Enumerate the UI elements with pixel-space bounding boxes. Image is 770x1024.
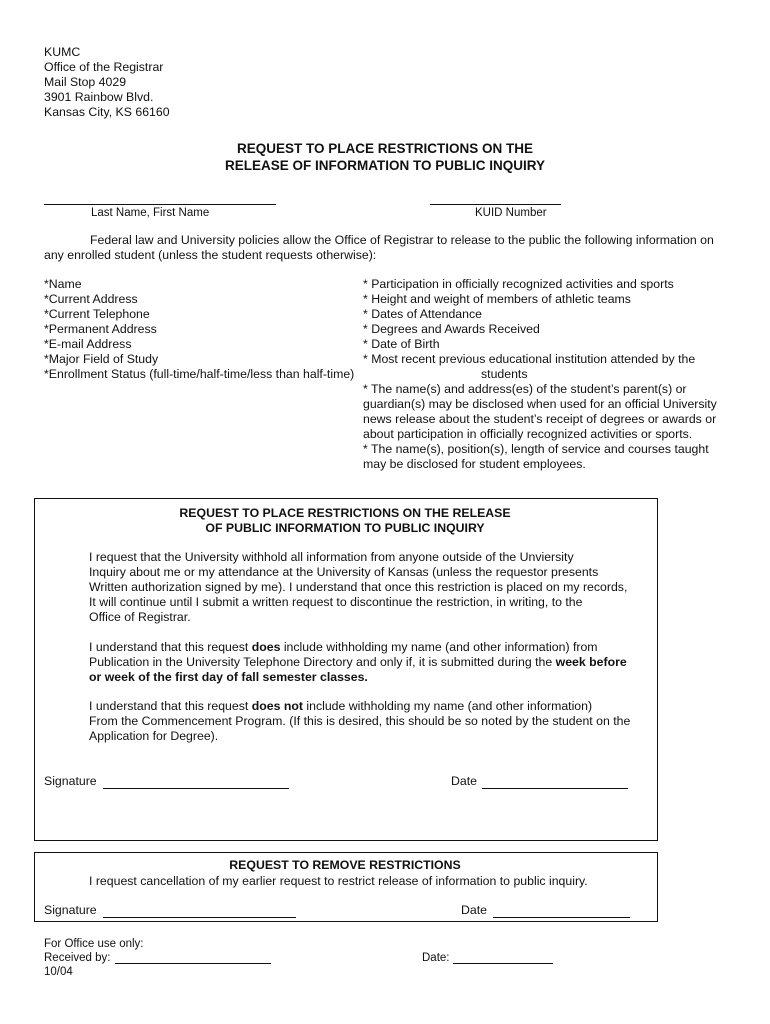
office-use-label: For Office use only: xyxy=(44,938,144,950)
restriction-signature-label: Signature xyxy=(44,774,97,788)
right-info-list xyxy=(363,277,717,472)
restriction-box-heading: REQUEST TO PLACE RESTRICTIONS ON THE RELEASE OF PUBLIC INFORMATION TO PUBLIC INQUIRY xyxy=(179,506,511,535)
remove-signature-line[interactable] xyxy=(103,917,296,918)
intro-paragraph: Federal law and University policies allow the Office of Registrar to release to the public the following information on any enrolled student (unless the student requests otherwise): xyxy=(44,233,714,262)
address-line: KUMC xyxy=(44,45,81,59)
remove-date-label: Date xyxy=(461,903,487,917)
address-line: Office of the Registrar xyxy=(44,60,164,74)
list-item: *Current Address xyxy=(44,292,138,306)
list-item: * Date of Birth xyxy=(363,337,440,351)
restriction-date-label: Date xyxy=(451,774,477,788)
kuid-field-line[interactable] xyxy=(430,204,561,205)
list-item: * Degrees and Awards Received xyxy=(363,322,540,336)
remove-box-heading: REQUEST TO REMOVE RESTRICTIONS xyxy=(229,858,461,872)
name-field-line[interactable] xyxy=(44,204,276,205)
form-title-line1: REQUEST TO PLACE RESTRICTIONS ON THE xyxy=(236,141,534,156)
list-item: * The name(s) and address(es) of the student’s parent(s) or xyxy=(363,382,687,396)
list-item: *Name xyxy=(44,277,82,291)
office-date-label: Date: xyxy=(422,952,450,964)
restriction-paragraph-1: I request that the University withhold all information from anyone outside of the Unviersity Inquiry about me or my attendance at the University of Kansas (unless the requestor presents Written authorization signed by me). I understand that once this restriction is placed on my records, It will continue until I submit a written request to discontinue the restriction, in writing, to the Office of Registrar. xyxy=(89,550,628,624)
list-item: * The name(s), position(s), length of service and courses taught xyxy=(363,442,709,456)
list-item: * Most recent previous educational institution attended by the xyxy=(363,352,696,366)
list-item: *Permanent Address xyxy=(44,322,157,336)
form-title-line2: RELEASE OF INFORMATION TO PUBLIC INQUIRY xyxy=(224,158,545,173)
list-item: news release about the student’s receipt of degrees or awards or xyxy=(363,412,717,426)
address-line: Kansas City, KS 66160 xyxy=(44,105,170,119)
list-item: *Major Field of Study xyxy=(44,352,159,366)
received-by-label: Received by: xyxy=(44,952,111,964)
kuid-field-label: KUID Number xyxy=(475,207,547,219)
list-item: *Current Telephone xyxy=(44,307,150,321)
list-item: * Height and weight of members of athletic teams xyxy=(363,292,631,306)
remove-signature-label: Signature xyxy=(44,903,97,917)
restriction-signature-line[interactable] xyxy=(103,788,289,789)
name-field-label: Last Name, First Name xyxy=(91,207,210,219)
form-title xyxy=(0,140,770,174)
restriction-paragraph-2: I understand that this request does include withholding my name (and other information) from Publication in the University Telephone Directory and only if, it is submitted during the week before or week of the first day of fall semester classes. xyxy=(89,640,627,684)
remove-date-line[interactable] xyxy=(493,917,630,918)
list-item: *Enrollment Status (full-time/half-time/less than half-time) xyxy=(44,367,355,381)
form-revision: 10/04 xyxy=(44,966,73,978)
list-item: *E-mail Address xyxy=(44,337,132,351)
left-info-list xyxy=(44,277,354,382)
list-item: * Participation in officially recognized activities and sports xyxy=(363,277,674,291)
address-line: Mail Stop 4029 xyxy=(44,75,127,89)
list-item: about participation in officially recognized activities or sports. xyxy=(363,427,693,441)
restriction-paragraph-3: I understand that this request does not include withholding my name (and other information) From the Commencement Program. (If this is desired, this should be so noted by the student on the Application for Degree). xyxy=(89,699,631,743)
restriction-date-line[interactable] xyxy=(482,788,628,789)
address-line: 3901 Rainbow Blvd. xyxy=(44,90,154,104)
list-item: guardian(s) may be disclosed when used for an official University xyxy=(363,397,717,411)
received-by-line[interactable] xyxy=(115,963,271,964)
registrar-address xyxy=(44,45,170,120)
list-item: students xyxy=(481,367,528,381)
list-item: may be disclosed for student employees. xyxy=(363,457,586,471)
list-item: * Dates of Attendance xyxy=(363,307,482,321)
remove-box-text: I request cancellation of my earlier request to restrict release of information to public inquiry. xyxy=(89,874,588,888)
office-date-line[interactable] xyxy=(453,963,553,964)
